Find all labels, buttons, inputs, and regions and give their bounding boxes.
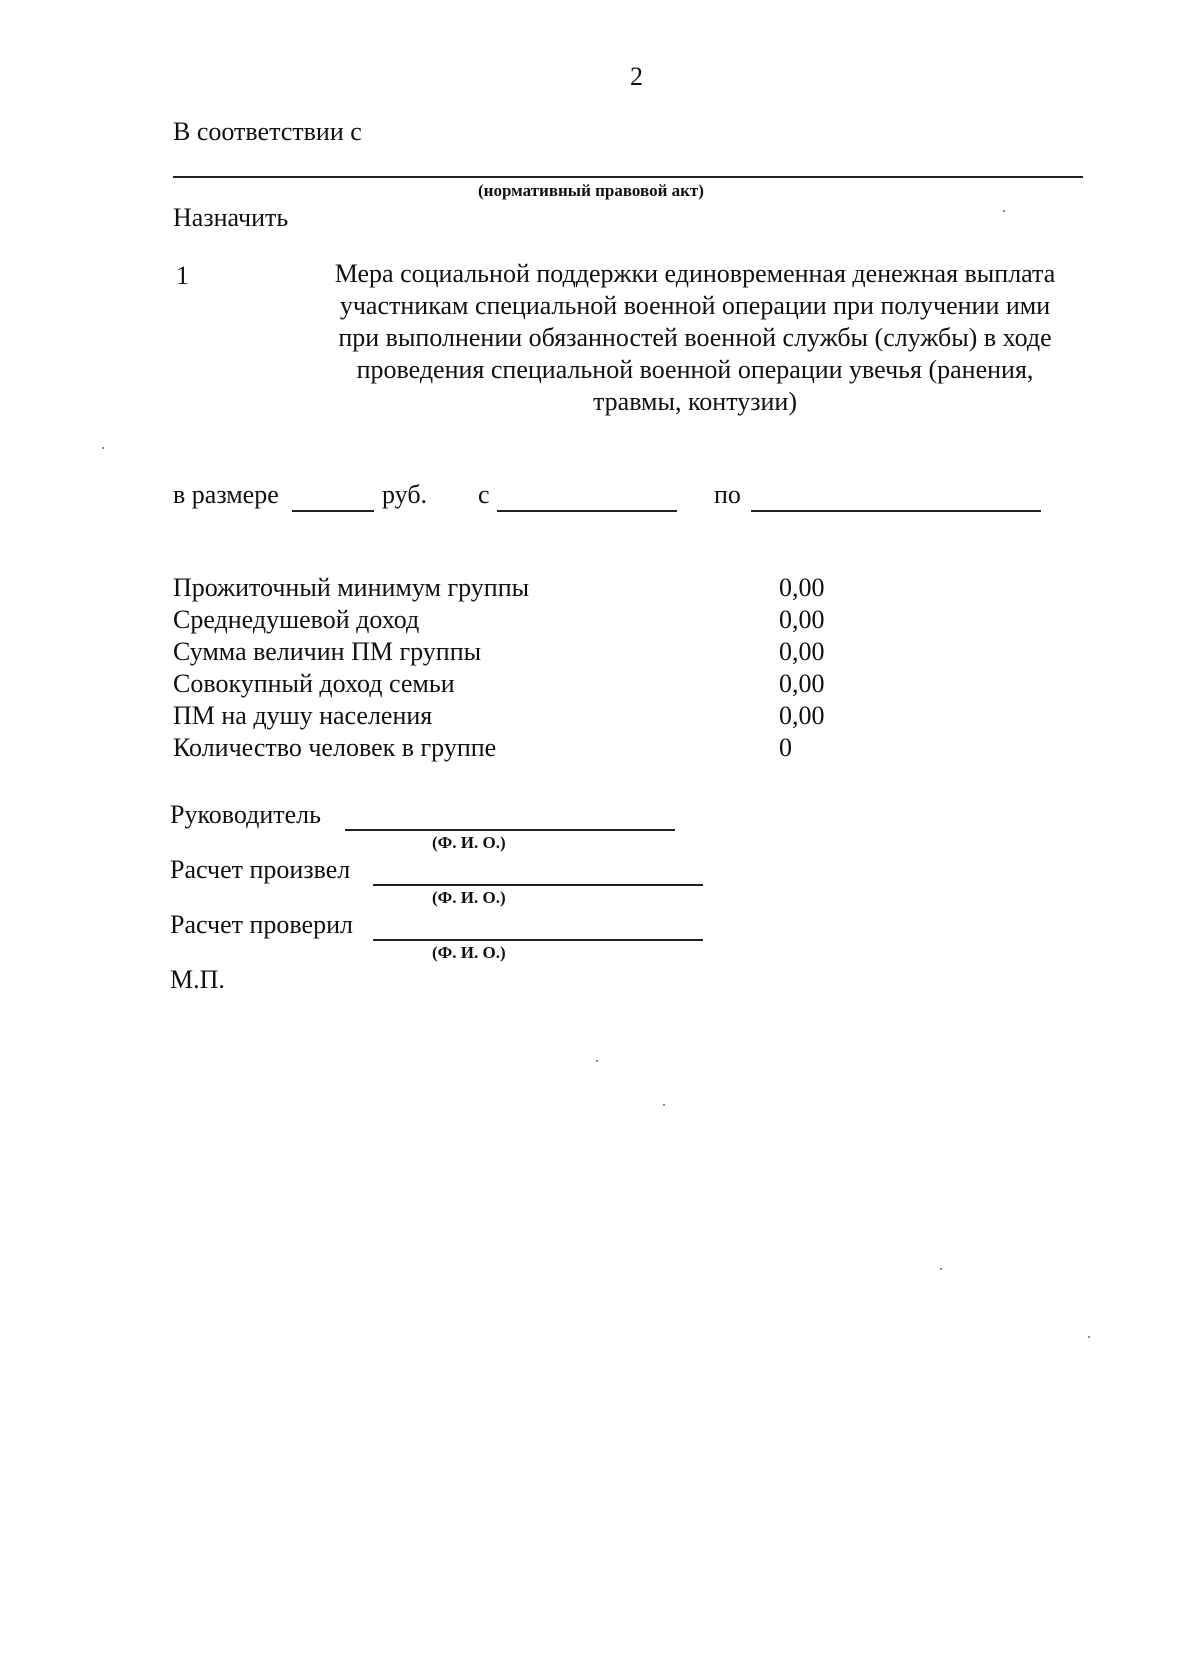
scan-speck (1003, 210, 1005, 212)
stat-label: Сумма величин ПМ группы (173, 637, 482, 666)
signature-line (345, 829, 675, 831)
from-date-field (497, 510, 677, 512)
signature-role: Руководитель (170, 800, 321, 829)
stat-label: ПМ на душу населения (173, 701, 433, 730)
measure-line: Мера социальной поддержки единовременная денежная выплата (334, 259, 1056, 288)
stat-value: 0,00 (779, 605, 825, 634)
act-caption: (нормативный правовой акт) (478, 181, 704, 200)
signature-line (373, 884, 703, 886)
signature-role: Расчет произвел (170, 855, 351, 884)
to-label: по (714, 480, 741, 509)
scan-speck (940, 1268, 942, 1270)
item-number: 1 (176, 261, 189, 290)
signature-role: Расчет проверил (170, 910, 353, 939)
act-underline (173, 176, 1083, 178)
stat-label: Среднедушевой доход (173, 605, 420, 634)
measure-description (308, 258, 1082, 418)
scan-speck (663, 1104, 665, 1106)
stat-label: Количество человек в группе (173, 733, 497, 762)
scan-speck (596, 1060, 598, 1062)
scan-speck (1088, 1336, 1090, 1338)
measure-line: при выполнении обязанностей военной службы (службы) в ходе (338, 323, 1052, 352)
measure-line: проведения специальной военной операции увечья (ранения, (356, 355, 1034, 384)
from-label: с (478, 480, 490, 509)
signature-caption: (Ф. И. О.) (432, 888, 506, 907)
stat-value: 0,00 (779, 669, 825, 698)
stat-value: 0,00 (779, 701, 825, 730)
size-label: в размере (173, 480, 279, 509)
amount-field (292, 510, 374, 512)
accordance-prefix: В соответствии с (173, 117, 362, 146)
signature-caption: (Ф. И. О.) (432, 833, 506, 852)
signature-caption: (Ф. И. О.) (432, 943, 506, 962)
scan-speck (102, 447, 104, 449)
measure-line: участникам специальной военной операции при получении ими (339, 291, 1051, 320)
page-number: 2 (630, 62, 643, 91)
assign-label: Назначить (173, 203, 289, 232)
stamp-label: М.П. (170, 965, 225, 994)
signature-line (373, 939, 703, 941)
measure-line: травмы, контузии) (593, 387, 797, 416)
stat-label: Совокупный доход семьи (173, 669, 455, 698)
stat-value: 0,00 (779, 573, 825, 602)
stat-value: 0 (779, 733, 792, 762)
currency-label: руб. (382, 480, 428, 509)
stat-label: Прожиточный минимум группы (173, 573, 530, 602)
to-date-field (751, 510, 1041, 512)
stat-value: 0,00 (779, 637, 825, 666)
